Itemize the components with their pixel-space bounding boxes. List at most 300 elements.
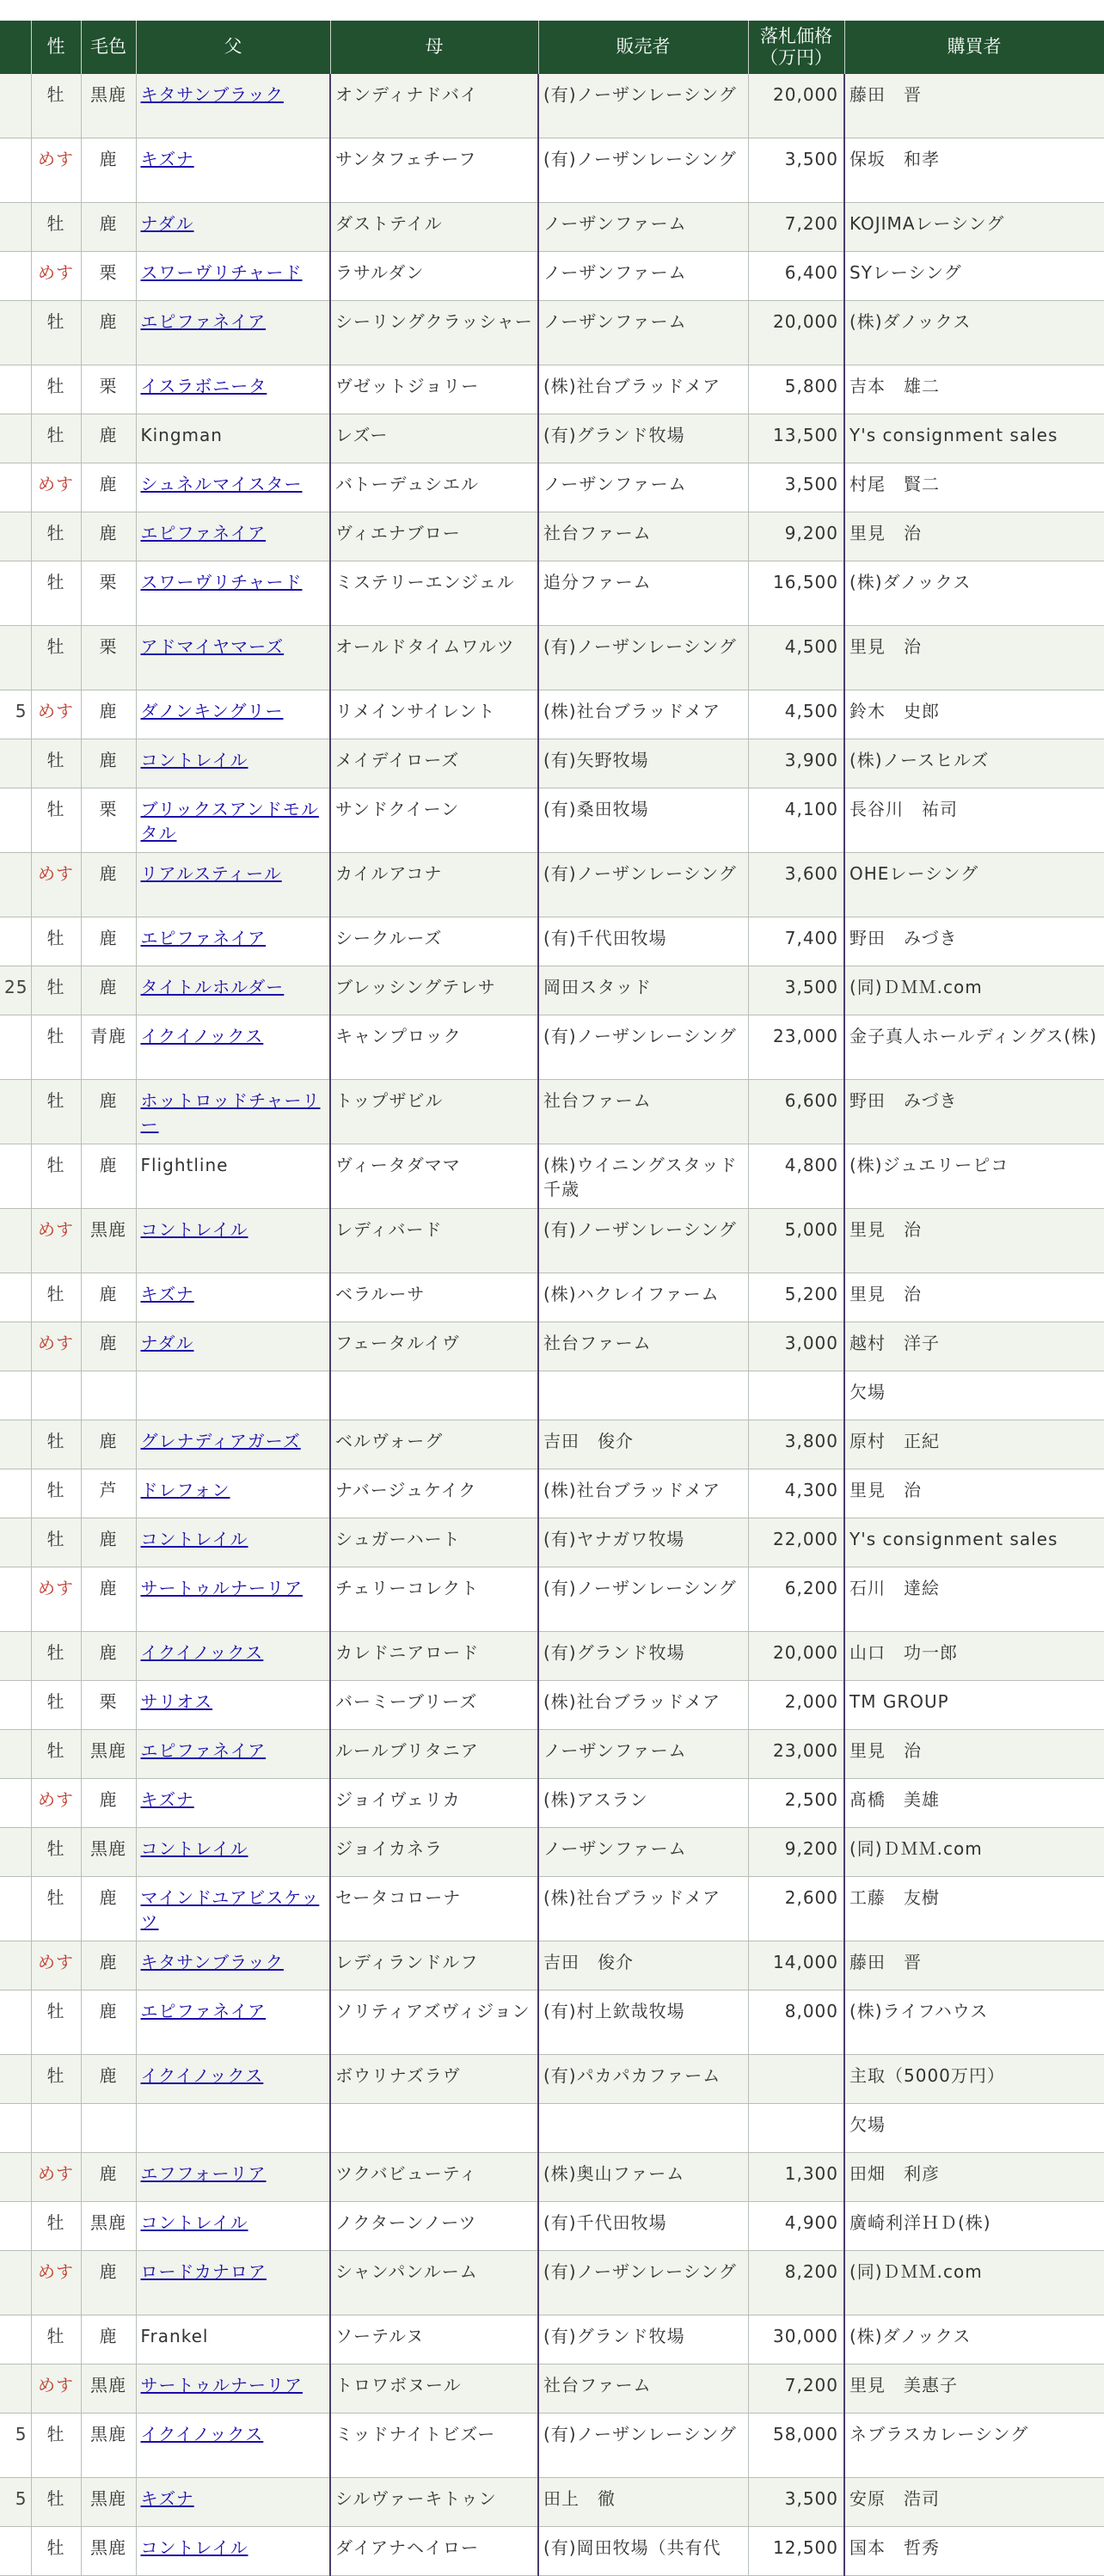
price-cell: 3,500	[748, 966, 844, 1015]
buyer-cell: (株)ノースヒルズ	[844, 739, 1104, 788]
price-cell: 4,100	[748, 788, 844, 853]
sex-cell: めす	[31, 463, 81, 512]
sex-cell: 牡	[31, 512, 81, 561]
coat-color-cell: 栗	[81, 788, 136, 853]
sex-cell: 牡	[31, 2202, 81, 2251]
buyer-cell: 安原 浩司	[844, 2478, 1104, 2527]
sex-cell: 牡	[31, 1273, 81, 1322]
dam-cell: バトーデュシエル	[330, 463, 538, 512]
dam-cell: ナバージュケイク	[330, 1469, 538, 1518]
seller-cell: (有)ノーザンレーシング	[538, 1567, 748, 1632]
seller-cell: (有)ノーザンレーシング	[538, 1015, 748, 1080]
sire-cell	[136, 1420, 330, 1469]
coat-color-cell: 黒鹿	[81, 2478, 136, 2527]
dam-cell: ノクターンノーツ	[330, 2202, 538, 2251]
dam-cell: ボウリナズラヴ	[330, 2055, 538, 2104]
seller-cell: (有)グランド牧場	[538, 2315, 748, 2364]
sire-link[interactable]: タイトルホルダー	[140, 977, 285, 997]
sire-cell	[136, 1877, 330, 1941]
seller-cell: 社台ファーム	[538, 1080, 748, 1144]
coat-color-cell: 鹿	[81, 1990, 136, 2055]
price-cell: 2,500	[748, 1779, 844, 1828]
table-row	[0, 2251, 1104, 2315]
seller-cell: 社台ファーム	[538, 1322, 748, 1371]
table-row	[0, 414, 1104, 463]
sire-link[interactable]: エピファネイア	[140, 523, 267, 543]
coat-color-cell: 鹿	[81, 2153, 136, 2202]
sire-cell	[136, 1371, 330, 1420]
coat-color-cell: 鹿	[81, 1322, 136, 1371]
price-cell: 2,000	[748, 1681, 844, 1730]
lot-number-cell	[0, 1828, 31, 1877]
seller-cell: (株)社台ブラッドメア	[538, 365, 748, 414]
table-row	[0, 1990, 1104, 2055]
dam-cell: シャンパンルーム	[330, 2251, 538, 2315]
table-body	[0, 74, 1104, 2576]
buyer-cell: 野田 みづき	[844, 917, 1104, 966]
sex-cell: 牡	[31, 1681, 81, 1730]
sire-link[interactable]: マインドユアビスケッツ	[140, 1887, 320, 1932]
dam-cell: シークルーズ	[330, 917, 538, 966]
coat-color-cell: 黒鹿	[81, 2527, 136, 2576]
price-cell: 22,000	[748, 1518, 844, 1567]
sire-cell	[136, 2104, 330, 2153]
sire-link[interactable]: スワーヴリチャード	[140, 262, 303, 283]
buyer-cell: 藤田 晋	[844, 74, 1104, 138]
price-cell: 30,000	[748, 2315, 844, 2364]
coat-color-cell: 鹿	[81, 1632, 136, 1681]
seller-cell: (有)桑田牧場	[538, 788, 748, 853]
sire-link[interactable]: コントレイル	[140, 2212, 248, 2233]
lot-number-cell	[0, 1941, 31, 1990]
sire-link[interactable]: イクイノックス	[140, 2065, 264, 2086]
coat-color-cell: 鹿	[81, 739, 136, 788]
lot-number-cell: 5	[0, 690, 31, 739]
lot-number-cell	[0, 1144, 31, 1209]
dam-cell: フェータルイヴ	[330, 1322, 538, 1371]
sire-cell	[136, 1730, 330, 1779]
coat-color-cell: 鹿	[81, 1877, 136, 1941]
price-cell: 3,800	[748, 1420, 844, 1469]
sire-link[interactable]: グレナディアガーズ	[140, 1431, 301, 1451]
sire-link[interactable]: サートゥルナーリア	[140, 2375, 303, 2395]
seller-cell: ノーザンファーム	[538, 203, 748, 252]
coat-color-cell: 鹿	[81, 301, 136, 365]
sex-cell: 牡	[31, 2527, 81, 2576]
buyer-cell: ネブラスカレーシング	[844, 2413, 1104, 2478]
coat-color-cell: 鹿	[81, 2251, 136, 2315]
sex-cell: めす	[31, 2364, 81, 2413]
seller-cell: (株)アスラン	[538, 1779, 748, 1828]
table-row	[0, 1080, 1104, 1144]
price-cell: 5,000	[748, 1209, 844, 1273]
auction-results-table	[0, 21, 1104, 2576]
lot-number-cell	[0, 1080, 31, 1144]
sire-link[interactable]: ホットロッドチャーリー	[140, 1090, 321, 1135]
price-cell: 14,000	[748, 1941, 844, 1990]
table-row	[0, 853, 1104, 917]
sire-cell	[136, 853, 330, 917]
sire-cell	[136, 1015, 330, 1080]
auction-results-table-container	[0, 21, 1104, 2576]
buyer-cell: TM GROUP	[844, 1681, 1104, 1730]
lot-number-cell: 25	[0, 966, 31, 1015]
coat-color-cell: 黒鹿	[81, 2364, 136, 2413]
sire-link[interactable]: シュネルマイスター	[140, 474, 303, 494]
table-row	[0, 1567, 1104, 1632]
seller-cell: ノーザンファーム	[538, 463, 748, 512]
lot-number-cell	[0, 512, 31, 561]
sire-link[interactable]: コントレイル	[140, 750, 248, 770]
seller-cell: (有)ノーザンレーシング	[538, 626, 748, 690]
sire-cell	[136, 2202, 330, 2251]
header-sex: 性	[31, 21, 81, 74]
sire-name: Frankel	[140, 2326, 209, 2346]
header-sire: 父	[136, 21, 330, 74]
table-row	[0, 365, 1104, 414]
sex-cell: めす	[31, 2153, 81, 2202]
dam-cell: ヴゼットジョリー	[330, 365, 538, 414]
sex-cell: 牡	[31, 2315, 81, 2364]
sex-cell: 牡	[31, 739, 81, 788]
dam-cell: ルールブリタニア	[330, 1730, 538, 1779]
buyer-cell: (同)ＤＭＭ.com	[844, 2251, 1104, 2315]
sire-cell	[136, 1681, 330, 1730]
sex-cell: めす	[31, 853, 81, 917]
coat-color-cell: 鹿	[81, 1779, 136, 1828]
price-cell: 6,200	[748, 1567, 844, 1632]
table-row	[0, 203, 1104, 252]
sex-cell	[31, 1371, 81, 1420]
page-top-margin	[0, 0, 1104, 21]
coat-color-cell: 鹿	[81, 1518, 136, 1567]
seller-cell: (有)村上欽哉牧場	[538, 1990, 748, 2055]
sire-cell	[136, 1209, 330, 1273]
buyer-cell: (株)ダノックス	[844, 2315, 1104, 2364]
table-row	[0, 301, 1104, 365]
table-row	[0, 1681, 1104, 1730]
table-row	[0, 138, 1104, 203]
buyer-cell: (同)ＤＭＭ.com	[844, 966, 1104, 1015]
seller-cell: (有)千代田牧場	[538, 2202, 748, 2251]
buyer-cell: KOJIMAレーシング	[844, 203, 1104, 252]
buyer-cell: 山口 功一郎	[844, 1632, 1104, 1681]
price-cell: 12,500	[748, 2527, 844, 2576]
price-cell: 6,400	[748, 252, 844, 301]
lot-number-cell	[0, 1322, 31, 1371]
table-row	[0, 1015, 1104, 1080]
sire-link[interactable]: コントレイル	[140, 1838, 248, 1859]
sire-link[interactable]: サートゥルナーリア	[140, 1578, 303, 1598]
table-row	[0, 2413, 1104, 2478]
table-row	[0, 2364, 1104, 2413]
lot-number-cell	[0, 2315, 31, 2364]
table-row	[0, 74, 1104, 138]
price-cell: 3,000	[748, 1322, 844, 1371]
price-cell: 13,500	[748, 414, 844, 463]
buyer-cell: (株)ダノックス	[844, 561, 1104, 626]
buyer-cell: 野田 みづき	[844, 1080, 1104, 1144]
buyer-cell: 里見 治	[844, 626, 1104, 690]
sire-cell	[136, 512, 330, 561]
table-row	[0, 1877, 1104, 1941]
sire-cell	[136, 2527, 330, 2576]
coat-color-cell: 黒鹿	[81, 2202, 136, 2251]
sire-cell	[136, 2251, 330, 2315]
coat-color-cell: 芦	[81, 1469, 136, 1518]
coat-color-cell: 鹿	[81, 853, 136, 917]
sire-link[interactable]: キズナ	[140, 1284, 194, 1304]
coat-color-cell: 鹿	[81, 1080, 136, 1144]
sire-link[interactable]: イクイノックス	[140, 1026, 264, 1046]
sex-cell: 牡	[31, 74, 81, 138]
table-row	[0, 561, 1104, 626]
sire-link[interactable]: ナダル	[140, 1333, 194, 1353]
sire-link[interactable]: イクイノックス	[140, 1642, 264, 1663]
sex-cell: 牡	[31, 1080, 81, 1144]
coat-color-cell: 栗	[81, 365, 136, 414]
sire-cell	[136, 2055, 330, 2104]
table-row	[0, 2055, 1104, 2104]
lot-number-cell	[0, 2364, 31, 2413]
sire-cell	[136, 414, 330, 463]
sire-cell	[136, 690, 330, 739]
lot-number-cell	[0, 739, 31, 788]
seller-cell: (株)社台ブラッドメア	[538, 1877, 748, 1941]
dam-cell: ミステリーエンジェル	[330, 561, 538, 626]
seller-cell	[538, 1371, 748, 1420]
sire-link[interactable]: エピファネイア	[140, 2001, 267, 2021]
sire-cell	[136, 203, 330, 252]
sire-link[interactable]: エピファネイア	[140, 1740, 267, 1761]
price-cell: 4,500	[748, 690, 844, 739]
sire-cell	[136, 2153, 330, 2202]
sire-link[interactable]: ナダル	[140, 213, 194, 234]
coat-color-cell: 黒鹿	[81, 1209, 136, 1273]
coat-color-cell: 鹿	[81, 2315, 136, 2364]
sire-name: Flightline	[140, 1155, 229, 1175]
sire-cell	[136, 1322, 330, 1371]
price-cell: 23,000	[748, 1730, 844, 1779]
price-cell: 3,500	[748, 463, 844, 512]
price-cell: 3,600	[748, 853, 844, 917]
seller-cell: ノーザンファーム	[538, 301, 748, 365]
seller-cell: (有)ノーザンレーシング	[538, 138, 748, 203]
seller-cell: (有)グランド牧場	[538, 1632, 748, 1681]
lot-number-cell	[0, 138, 31, 203]
table-row	[0, 1273, 1104, 1322]
seller-cell: (株)ウイニングスタッド千歳	[538, 1144, 748, 1209]
table-row	[0, 1828, 1104, 1877]
coat-color-cell: 鹿	[81, 2055, 136, 2104]
sire-link[interactable]: コントレイル	[140, 1529, 248, 1549]
sire-link[interactable]: ロードカナロア	[140, 2261, 267, 2282]
buyer-cell: 里見 治	[844, 1273, 1104, 1322]
coat-color-cell: 鹿	[81, 1941, 136, 1990]
sex-cell: めす	[31, 1322, 81, 1371]
sex-cell: 牡	[31, 414, 81, 463]
coat-color-cell: 栗	[81, 252, 136, 301]
lot-number-cell	[0, 2104, 31, 2153]
lot-number-cell	[0, 1518, 31, 1567]
lot-number-cell: 5	[0, 2413, 31, 2478]
buyer-cell: 藤田 晋	[844, 1941, 1104, 1990]
sex-cell: めす	[31, 1941, 81, 1990]
sire-link[interactable]: キズナ	[140, 2488, 194, 2509]
sire-cell	[136, 2364, 330, 2413]
sire-link[interactable]: スワーヴリチャード	[140, 572, 303, 592]
dam-cell: ダストテイル	[330, 203, 538, 252]
sire-cell	[136, 1080, 330, 1144]
sire-link[interactable]: ダノンキングリー	[140, 701, 284, 721]
sire-link[interactable]: コントレイル	[140, 1219, 248, 1240]
sire-link[interactable]: キズナ	[140, 1789, 194, 1810]
sex-cell: 牡	[31, 1015, 81, 1080]
price-cell: 58,000	[748, 2413, 844, 2478]
sire-cell	[136, 788, 330, 853]
seller-cell: (有)ノーザンレーシング	[538, 74, 748, 138]
buyer-cell: 鈴木 史郎	[844, 690, 1104, 739]
buyer-cell: 里見 治	[844, 1209, 1104, 1273]
dam-cell	[330, 2104, 538, 2153]
sire-cell	[136, 1144, 330, 1209]
lot-number-cell	[0, 1632, 31, 1681]
coat-color-cell: 鹿	[81, 203, 136, 252]
dam-cell: レズー	[330, 414, 538, 463]
sire-link[interactable]: エピファネイア	[140, 311, 267, 332]
seller-cell: 吉田 俊介	[538, 1420, 748, 1469]
lot-number-cell	[0, 1567, 31, 1632]
buyer-cell: 長谷川 祐司	[844, 788, 1104, 853]
sire-link[interactable]: キタサンブラック	[140, 84, 284, 105]
price-cell: 20,000	[748, 1632, 844, 1681]
seller-cell: ノーザンファーム	[538, 1828, 748, 1877]
price-cell: 3,900	[748, 739, 844, 788]
buyer-cell: 里見 治	[844, 1730, 1104, 1779]
sex-cell: 牡	[31, 1877, 81, 1941]
sire-link[interactable]: エフフォーリア	[140, 2163, 267, 2184]
sire-name: Kingman	[140, 425, 223, 445]
table-row	[0, 2315, 1104, 2364]
dam-cell: カレドニアロード	[330, 1632, 538, 1681]
sire-link[interactable]: ブリックスアンドモルタル	[140, 799, 319, 843]
coat-color-cell: 黒鹿	[81, 1828, 136, 1877]
sex-cell: めす	[31, 690, 81, 739]
lot-number-cell	[0, 1779, 31, 1828]
sire-link[interactable]: サリオス	[140, 1691, 213, 1712]
lot-number-cell	[0, 2251, 31, 2315]
lot-number-cell	[0, 2527, 31, 2576]
sire-link[interactable]: リアルスティール	[140, 863, 282, 884]
coat-color-cell: 鹿	[81, 463, 136, 512]
table-row	[0, 1209, 1104, 1273]
lot-number-cell	[0, 74, 31, 138]
price-cell: 8,000	[748, 1990, 844, 2055]
sire-link[interactable]: エピファネイア	[140, 928, 267, 948]
header-coat-color: 毛色	[81, 21, 136, 74]
coat-color-cell: 鹿	[81, 966, 136, 1015]
buyer-cell: Y's consignment sales	[844, 1518, 1104, 1567]
lot-number-cell	[0, 1015, 31, 1080]
sire-link[interactable]: コントレイル	[140, 2537, 248, 2558]
seller-cell: (株)社台ブラッドメア	[538, 1681, 748, 1730]
dam-cell: リメインサイレント	[330, 690, 538, 739]
buyer-cell: 原村 正紀	[844, 1420, 1104, 1469]
sire-link[interactable]: イクイノックス	[140, 2424, 264, 2444]
sex-cell: 牡	[31, 1828, 81, 1877]
dam-cell: サンドクイーン	[330, 788, 538, 853]
header-lot-number	[0, 21, 31, 74]
table-row	[0, 252, 1104, 301]
sire-link[interactable]: アドマイヤマーズ	[140, 636, 285, 657]
coat-color-cell	[81, 1371, 136, 1420]
price-cell: 20,000	[748, 301, 844, 365]
header-price	[748, 21, 844, 74]
dam-cell: シュガーハート	[330, 1518, 538, 1567]
sire-link[interactable]: キタサンブラック	[140, 1952, 284, 1972]
seller-cell: ノーザンファーム	[538, 252, 748, 301]
sire-cell	[136, 1779, 330, 1828]
coat-color-cell: 鹿	[81, 1420, 136, 1469]
sex-cell: 牡	[31, 561, 81, 626]
sire-cell	[136, 1990, 330, 2055]
coat-color-cell: 栗	[81, 626, 136, 690]
table-row	[0, 2202, 1104, 2251]
price-cell: 6,600	[748, 1080, 844, 1144]
buyer-cell: 里見 美惠子	[844, 2364, 1104, 2413]
lot-number-cell	[0, 252, 31, 301]
sex-cell: めす	[31, 1209, 81, 1273]
sex-cell: めす	[31, 1779, 81, 1828]
sire-cell	[136, 2478, 330, 2527]
price-cell	[748, 2055, 844, 2104]
buyer-cell: 吉本 雄二	[844, 365, 1104, 414]
sire-cell	[136, 561, 330, 626]
sire-link[interactable]: キズナ	[140, 149, 194, 169]
sex-cell: 牡	[31, 1518, 81, 1567]
sire-cell	[136, 1469, 330, 1518]
sex-cell	[31, 2104, 81, 2153]
seller-cell: (有)千代田牧場	[538, 917, 748, 966]
sex-cell: 牡	[31, 1632, 81, 1681]
dam-cell: ソーテルヌ	[330, 2315, 538, 2364]
sire-cell	[136, 1273, 330, 1322]
sex-cell: めす	[31, 2251, 81, 2315]
sire-cell	[136, 74, 330, 138]
price-cell: 4,300	[748, 1469, 844, 1518]
sex-cell: 牡	[31, 788, 81, 853]
table-row	[0, 1632, 1104, 1681]
seller-cell: ノーザンファーム	[538, 1730, 748, 1779]
dam-cell: ジョイカネラ	[330, 1828, 538, 1877]
lot-number-cell	[0, 1273, 31, 1322]
price-cell: 7,200	[748, 2364, 844, 2413]
dam-cell: ブレッシングテレサ	[330, 966, 538, 1015]
price-cell: 7,200	[748, 203, 844, 252]
table-row	[0, 2153, 1104, 2202]
sire-cell	[136, 1828, 330, 1877]
buyer-cell: 田畑 利彦	[844, 2153, 1104, 2202]
sire-link[interactable]: イスラボニータ	[140, 376, 267, 396]
sire-link[interactable]: ドレフォン	[140, 1480, 230, 1500]
header-dam: 母	[330, 21, 538, 74]
buyer-cell: 廣崎利洋ＨＤ(株)	[844, 2202, 1104, 2251]
dam-cell: オンディナドバイ	[330, 74, 538, 138]
header-buyer: 購買者	[844, 21, 1104, 74]
seller-cell: (有)パカパカファーム	[538, 2055, 748, 2104]
coat-color-cell	[81, 2104, 136, 2153]
lot-number-cell	[0, 203, 31, 252]
